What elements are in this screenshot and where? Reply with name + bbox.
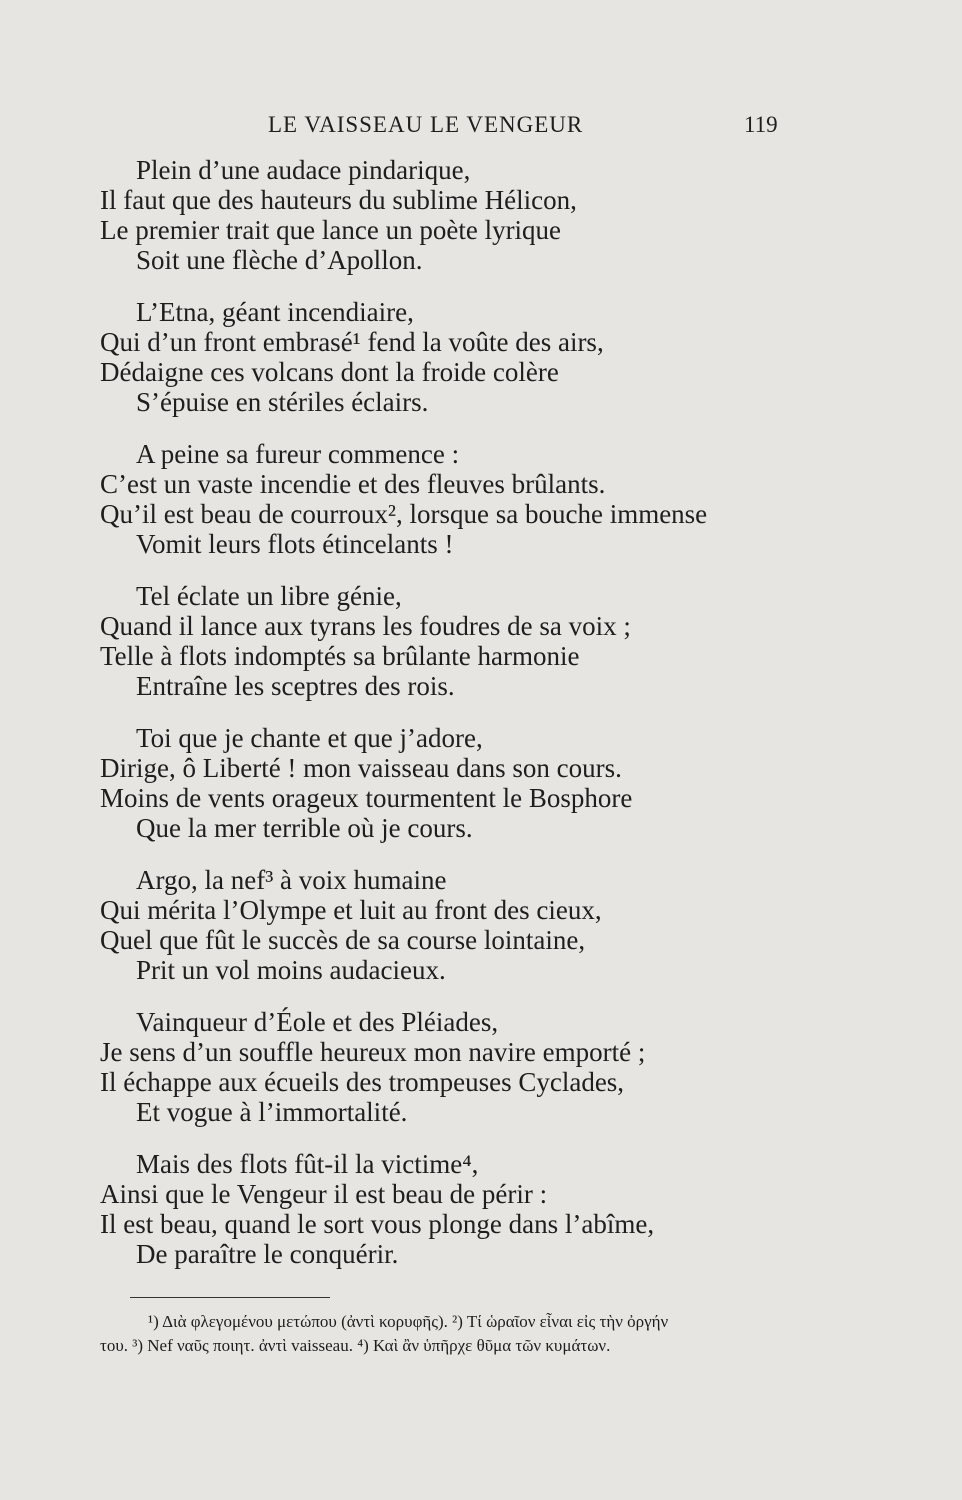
verse-line: Qu’il est beau de courroux², lorsque sa bouche immense — [100, 499, 708, 529]
verse-line: Quel que fût le succès de sa course lointaine, — [100, 925, 586, 955]
verse-line: Il est beau, quand le sort vous plonge dans l’abîme, — [100, 1209, 655, 1239]
verse-line: Telle à flots indomptés sa brûlante harmonie — [100, 641, 580, 671]
footnote-line: του. ³) Nef ναῦς ποιητ. ἀντὶ vaisseau. ⁴) Καὶ ἂν ὑπῆρχε θῦμα τῶν κυμάτων. — [100, 1336, 611, 1355]
verse-line: Quand il lance aux tyrans les foudres de sa voix ; — [100, 611, 631, 641]
verse-line: Que la mer terrible où je cours. — [136, 813, 473, 843]
verse-line: Il échappe aux écueils des trompeuses Cyclades, — [100, 1067, 625, 1097]
verse-line: Moins de vents orageux tourmentent le Bosphore — [100, 783, 633, 813]
verse-line: Qui d’un front embrasé¹ fend la voûte des airs, — [100, 327, 604, 357]
footnote-divider — [130, 1297, 330, 1298]
footnotes — [100, 1310, 830, 1358]
verse-line: S’épuise en stériles éclairs. — [136, 387, 429, 417]
verse-line: C’est un vaste incendie et des fleuves brûlants. — [100, 469, 606, 499]
verse-line: Prit un vol moins audacieux. — [136, 955, 446, 985]
verse-line: Le premier trait que lance un poète lyrique — [100, 215, 562, 245]
stanza — [0, 155, 962, 275]
verse-line: Entraîne les sceptres des rois. — [136, 671, 455, 701]
stanza — [0, 581, 962, 701]
stanza — [0, 297, 962, 417]
running-title: LE VAISSEAU LE VENGEUR — [268, 112, 584, 137]
verse-line: De paraître le conquérir. — [136, 1239, 399, 1269]
verse-line: Qui mérita l’Olympe et luit au front des cieux, — [100, 895, 602, 925]
verse-line: Tel éclate un libre génie, — [136, 581, 402, 611]
verse-line: L’Etna, géant incendiaire, — [136, 297, 414, 327]
verse-line: Plein d’une audace pindarique, — [136, 155, 471, 185]
verse-line: Dédaigne ces volcans dont la froide colère — [100, 357, 559, 387]
stanza — [0, 1007, 962, 1127]
stanza — [0, 865, 962, 985]
verse-line: Et vogue à l’immortalité. — [136, 1097, 408, 1127]
verse-line: Vomit leurs flots étincelants ! — [136, 529, 454, 559]
verse-line: A peine sa fureur commence : — [136, 439, 460, 469]
verse-line: Je sens d’un souffle heureux mon navire emporté ; — [100, 1037, 646, 1067]
verse-line: Mais des flots fût-il la victime⁴, — [136, 1149, 479, 1179]
verse-line: Il faut que des hauteurs du sublime Hélicon, — [100, 185, 577, 215]
footnote-line: ¹) Διὰ φλεγομένου μετώπου (ἀντὶ κορυφῆς). ²) Τί ὡραῖον εἶναι εἰς τὴν ὀργήν — [148, 1312, 669, 1331]
stanza — [0, 439, 962, 559]
verse-line: Soit une flèche d’Apollon. — [136, 245, 423, 275]
verse-line: Toi que je chante et que j’adore, — [136, 723, 483, 753]
poem-body — [0, 155, 962, 1291]
stanza — [0, 723, 962, 843]
verse-line: Dirige, ô Liberté ! mon vaisseau dans son cours. — [100, 753, 622, 783]
page-number: 119 — [744, 112, 778, 137]
verse-line: Ainsi que le Vengeur il est beau de périr : — [100, 1179, 548, 1209]
verse-line: Vainqueur d’Éole et des Pléiades, — [136, 1007, 499, 1037]
stanza — [0, 1149, 962, 1269]
verse-line: Argo, la nef³ à voix humaine — [136, 865, 447, 895]
